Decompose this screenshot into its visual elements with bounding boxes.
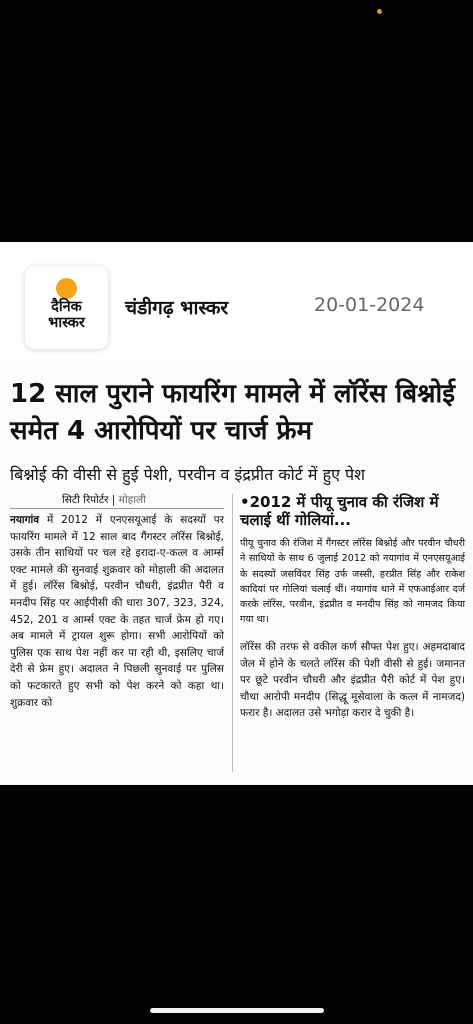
headline: 12 साल पुराने फायरिंग मामले में लॉरेंस बिश्नोई समेत 4 आरोपियों पर चार्ज फ्रेम [10,379,455,446]
sidebox-title: •2012 में पीयू चुनाव की रंजिश में चलाई थीं गोलियां... [240,493,439,529]
sidebox-body: पीयू चुनाव की रंजिश में गैंगस्टर लॉरेंस बिश्नोई और परवीन चौधरी ने साथियों के साथ 6 जुलाई 2012 को नयागांव में एनएसयूआई के सदस्यों जसविंदर सिंह उर्फ जस्सी, हरप्रीत सिंह और राकेश कादियां पर गोलियां चलाई थीं। नयागांव थाने में एफआईआर दर्ज करके लॉरेंस, परवीन, इंद्रप्रीत व मनदीप सिंह को नामजद किया गया था। [240,538,465,626]
byline-separator: | [108,494,119,506]
paper-name: चंडीगढ़ भास्कर [125,297,229,319]
subheadline: बिश्नोई की वीसी से हुई पेशी, परवीन व इंद्रप्रीत कोर्ट में हुए पेश [10,465,365,484]
logo-text [25,299,108,331]
publication-date: 20-01-2024 [314,294,425,316]
dateline-place: मोहाली [118,494,146,506]
reporter: सिटी रिपोर्टर [62,494,109,506]
article-lead-word: नयागांव [10,514,40,526]
byline [62,493,146,507]
newspaper-clipping [0,242,473,785]
clipping-header [0,242,473,360]
article-right-column: लॉरेंस की तरफ से वकील कर्ण सौफ्त पेश हुए। अहमदाबाद जेल में होने के चलते लॉरेंस की पेशी वीसी से हुई। जमानत पर छूटे परवीन चौधरी और इंद्रप्रीत पैरी कोर्ट में पेश हुए। चौथा आरोपी मनदीप (सिद्धू मूसेवाला के कत्ल में नामजद) फरार है। अदालत उसे भगोड़ा करार दे चुकी है। [240,641,465,720]
status-indicator-dot [377,9,382,14]
article-left-text: में 2012 में एनएसयूआई के सदस्यों पर फायरिंग मामले में 12 साल बाद गैंगस्टर लॉरेंस बिश्नोई, उसके तीन साथियों पर चल रहे इरादा-ए-कत्ल व आर्म्स एक्ट मामले की सुनवाई शुक्रवार को मोहाली की अदालत में हुई। लॉरेंस बिश्नोई, परवीन चौधरी, इंद्रप्रीत पैरी व मनदीप सिंह पर आईपीसी की धारा 307, 323, 324, 452, 201 व आर्म्स एक्ट के तहत चार्ज फ्रेम हो गए। अब मामले में ट्रायल शुरू होगा। सभी आरोपियों को पुलिस एक साथ पेश नहीं कर पा रही थी, इसलिए चार्ज देरी से फ्रेम हुए। अदालत ने पिछली सुनवाई पर पुलिस को फटकारते हुए सभी को पेश करने को कहा था। शुक्रवार को [10,514,224,709]
home-indicator[interactable] [150,1008,324,1013]
logo-line-1: दैनिक [51,299,82,315]
dainik-bhaskar-logo [25,266,108,349]
column-divider [232,494,233,772]
byline-rule [10,508,224,509]
sun-icon [56,278,77,299]
article-left-column [10,512,224,711]
logo-line-2: भास्कर [48,315,85,331]
